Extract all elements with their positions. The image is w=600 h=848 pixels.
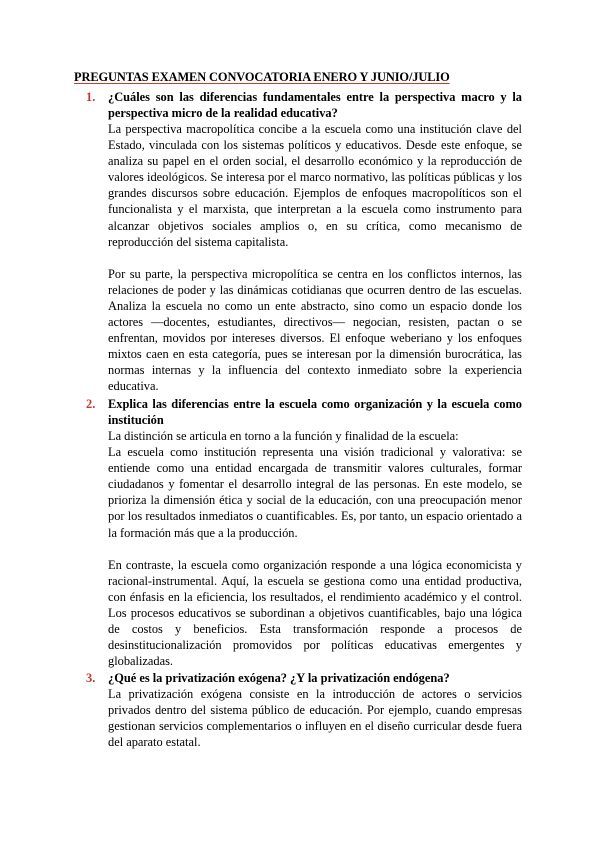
question-title: ¿Cuáles son las diferencias fundamentales entre la perspectiva macro y la perspectiva micro de la realidad educativa?: [108, 90, 522, 120]
question-title: ¿Qué es la privatización exógena? ¿Y la privatización endógena?: [108, 671, 450, 685]
question-title: Explica las diferencias entre la escuela como organización y la escuela como institución: [108, 397, 522, 427]
question-3: [86, 670, 522, 750]
answer-paragraph: En contraste, la escuela como organización responde a una lógica economicista y racional-instrumental. Aquí, la escuela se gestiona como una entidad productiva, con énfasis en la eficiencia, los resultados, el rendimiento académico y el control. Los procesos educativos se subordinan a objetivos cuantificables, bajo una lógica de costos y beneficios. Esta transformación responde a procesos de desinstitucionalización promovidos por políticas educativas emergentes y globalizadas.: [108, 557, 522, 669]
question-number: 3.: [86, 671, 96, 685]
question-2: [86, 396, 522, 669]
question-number: 2.: [86, 397, 96, 411]
question-number: 1.: [86, 90, 96, 104]
document-title: PREGUNTAS EXAMEN CONVOCATORIA ENERO Y JUNIO/JULIO: [74, 70, 450, 84]
answer-paragraph: La privatización exógena consiste en la introducción de actores o servicios privados dentro del sistema público de educación. Por ejemplo, cuando empresas gestionan servicios complementarios o influyen en el diseño curricular desde fuera del aparato estatal.: [108, 687, 522, 750]
answer-paragraph: La escuela como institución representa una visión tradicional y valorativa: se entiende como una entidad encargada de transmitir valores culturales, formar ciudadanos y fomentar el desarrollo integral de las personas. En este modelo, se prioriza la dimensión ética y social de la educación, con una preocupación menor por los resultados inmediatos o cuantificables. Es, por tanto, un espacio orientado a la formación más que a la producción.: [108, 445, 522, 540]
question-1: [86, 89, 522, 395]
answer-paragraph: La perspectiva macropolítica concibe a la escuela como una institución clave del Estado, vinculada con los sistemas políticos y educativos. Desde este enfoque, se analiza su papel en el orden social, el desarrollo económico y la reproducción de valores ideológicos. Se interesa por el marco normativo, las políticas públicas y los grandes discursos sobre educación. Ejemplos de enfoques macropolíticos son el funcionalista y el marxista, que interpretan a la escuela como instrumento para alcanzar objetivos sociales amplios o, en su crítica, como mecanismo de reproducción del sistema capitalista.: [108, 122, 522, 249]
answer-paragraph: La distinción se articula en torno a la función y finalidad de la escuela:: [108, 429, 459, 443]
answer-paragraph: Por su parte, la perspectiva micropolítica se centra en los conflictos internos, las relaciones de poder y las dinámicas cotidianas que ocurren dentro de las escuelas. Analiza la escuela no como un ente abstracto, sino como un espacio donde los actores —docentes, estudiantes, directivos— negocian, resisten, pactan o se enfrentan, movidos por intereses diversos. El enfoque weberiano y los enfoques mixtos caen en esta categoría, pues se interesan por la dimensión burocrática, las normas internas y la influencia del contexto inmediato sobre la experiencia educativa.: [108, 266, 522, 394]
